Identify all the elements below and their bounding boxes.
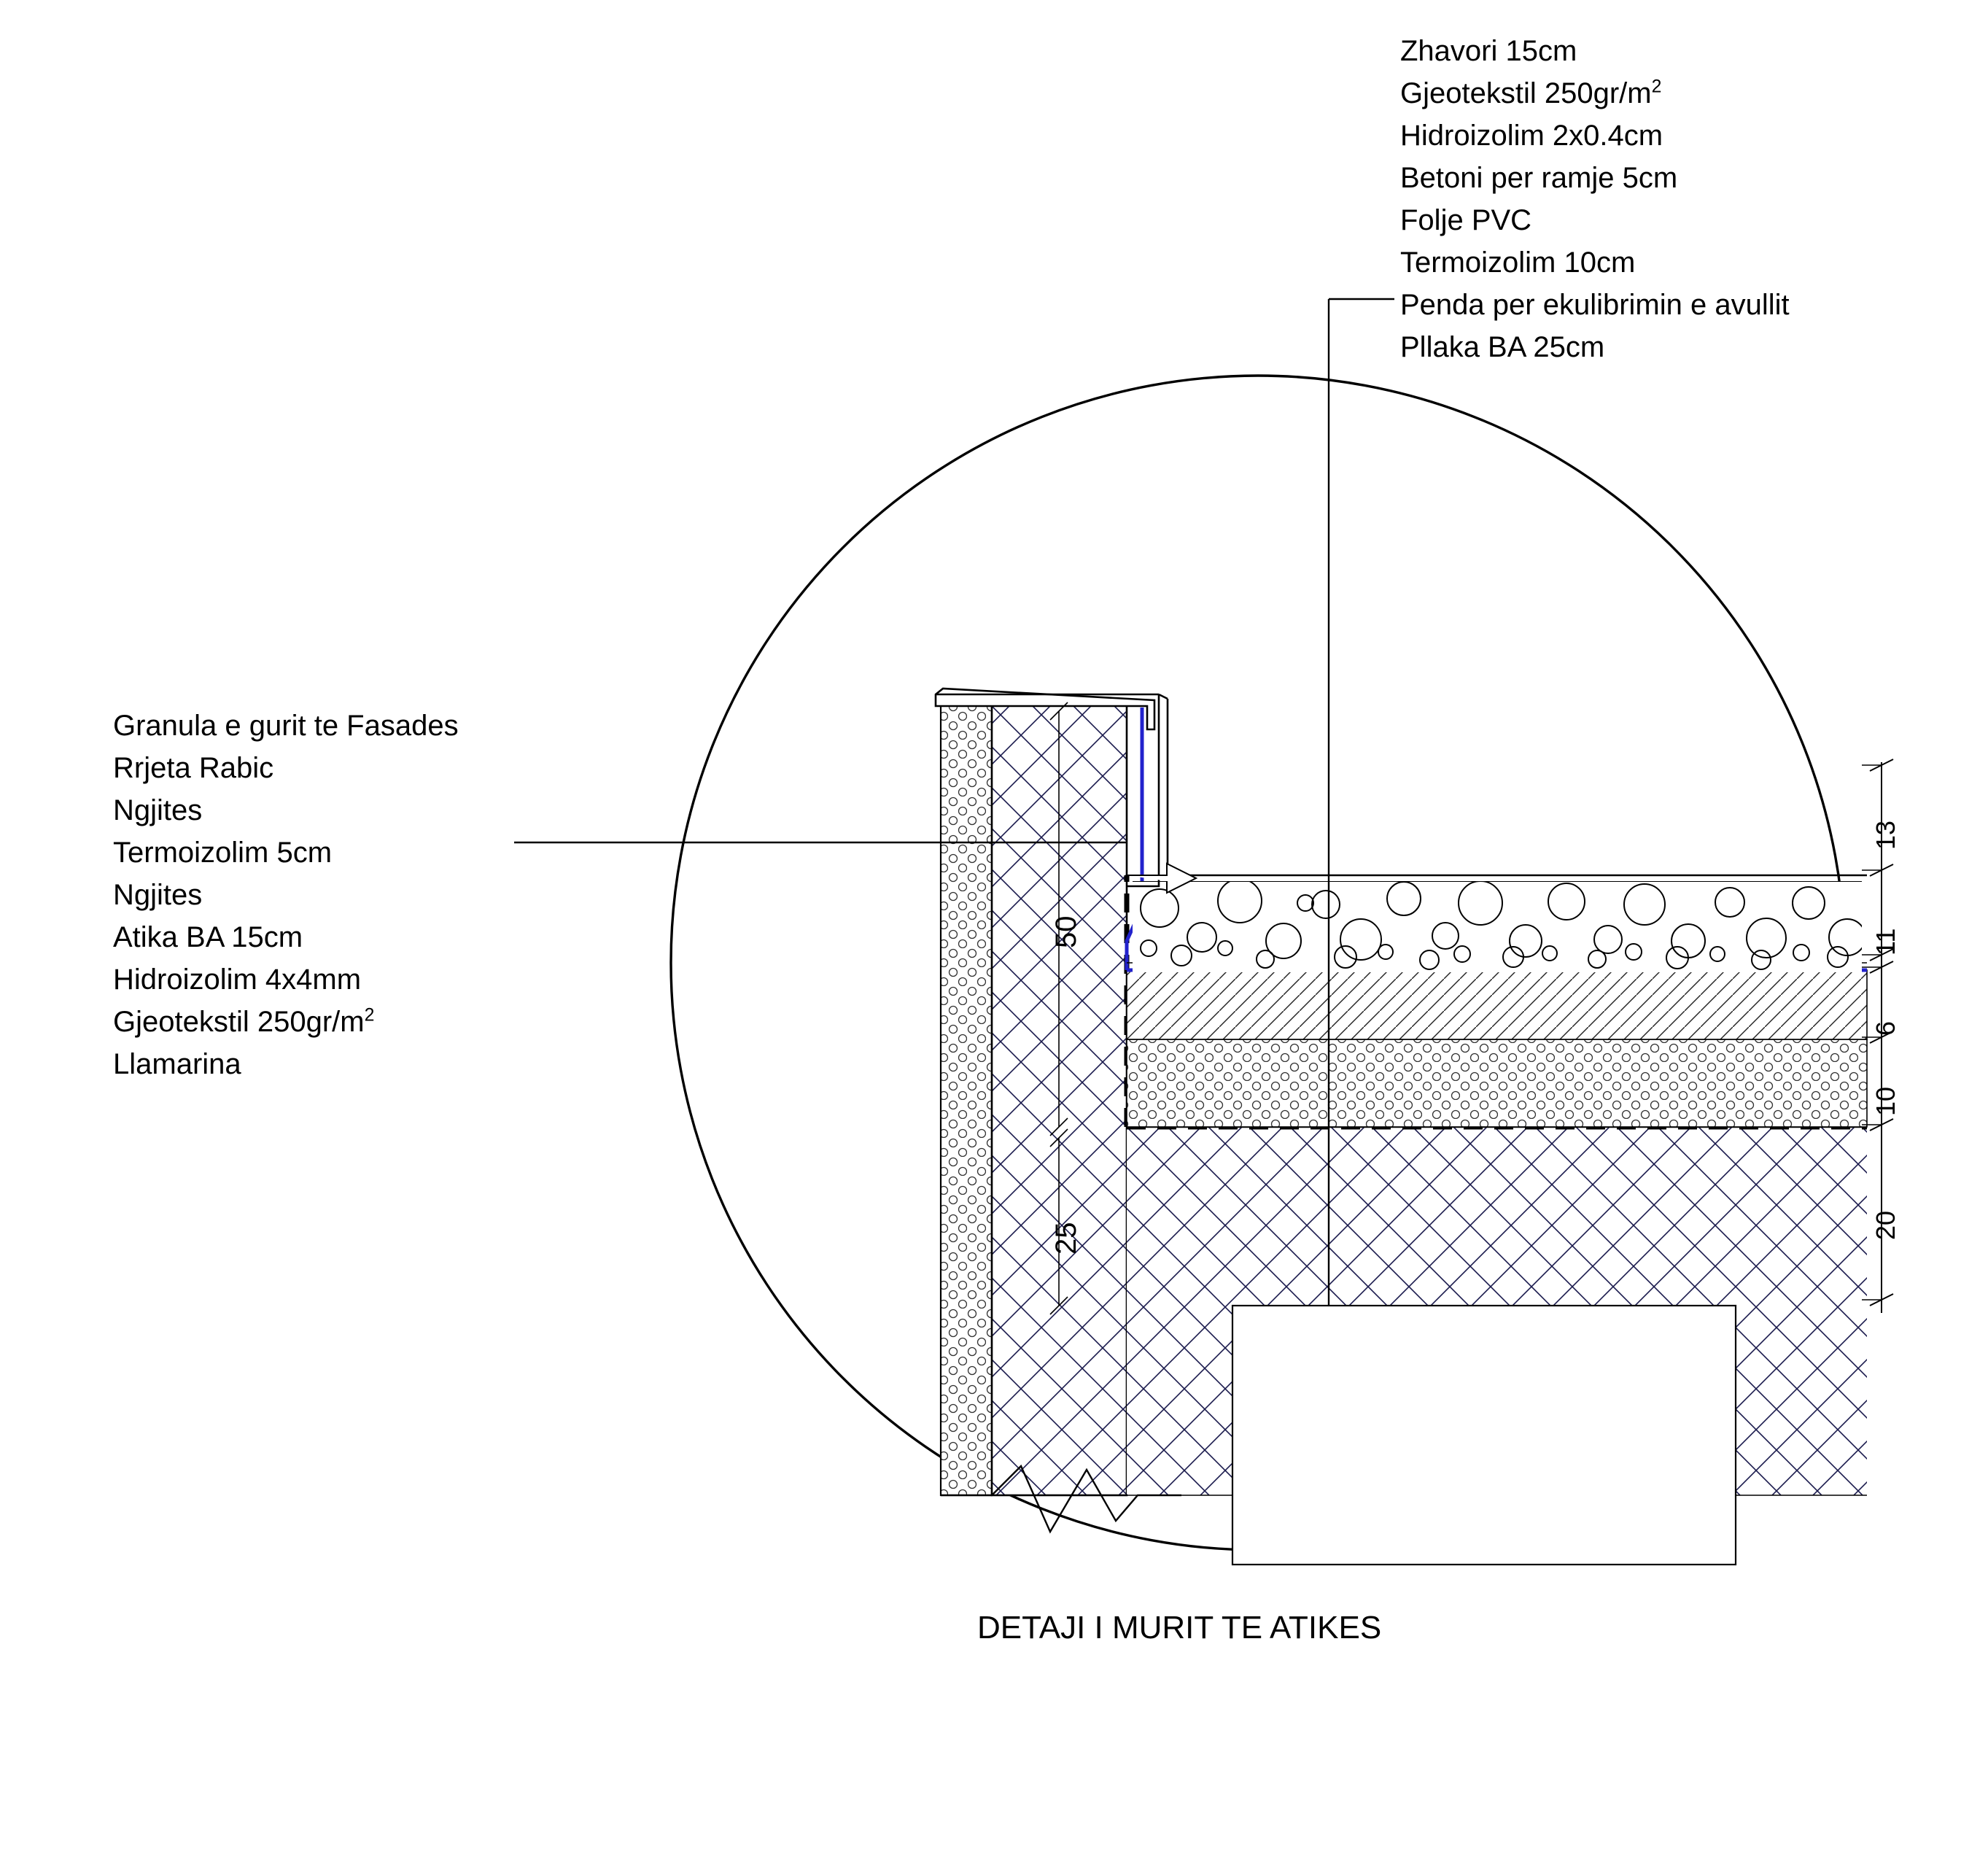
layer-thickness-label-13: 13 [1871,820,1900,850]
roof-callout-line-1: Zhavori 15cm [1400,35,1577,67]
roof-callout-line-2: Gjeotekstil $250gr/m^2$ [1400,77,1662,109]
roof-callout-line-5: Folje PVC [1400,204,1532,236]
wall-callout-line-5: Ngjites [113,879,203,911]
drawing-title: DETAJI I MURIT TE ATIKES [977,1610,1382,1646]
wall-callout-line-6: Atika BA 15cm [113,921,303,953]
facade-insulation-layer [941,704,992,1495]
wall-callout-line-4: Termoizolim 5cm [113,837,333,869]
wall-callout-line-3: Ngjites [113,794,203,826]
layer-thickness-label-11: 11 [1871,928,1900,956]
wall-callout-line-2: Rrjeta Rabic [113,752,274,784]
roof-callout-line-8: Pllaka BA 25cm [1400,331,1605,363]
parapet-height-label: 50 [1050,915,1082,948]
roof-thermal-insulation-layer [1127,1039,1867,1127]
layer-thickness-label-6: 6 [1871,1020,1900,1036]
wall-callout-line-8: Gjeotekstil $250gr/m^2$ [113,1005,375,1038]
sloping-screed-layer [1127,970,1867,1039]
wall-callout-line-7: Hidroizolim 4x4mm [113,964,362,996]
roof-callout-line-6: Termoizolim 10cm [1400,247,1636,279]
layer-thickness-label-10: 10 [1871,1086,1900,1116]
slab-thickness-label: 25 [1050,1222,1082,1255]
gravel-ballast-layer [1133,879,1865,972]
roof-callout-line-7: Penda per ekulibrimin e avullit [1400,289,1790,321]
roof-callout-line-3: Hidroizolim 2x0.4cm [1400,120,1663,152]
wall-callout-line-9: Llamarina [113,1048,241,1080]
layer-thickness-label-20: 20 [1871,1210,1900,1240]
wall-callout-line-1: Granula e gurit te Fasades [113,710,459,742]
roof-callout-line-4: Betoni per ramje 5cm [1400,162,1678,194]
